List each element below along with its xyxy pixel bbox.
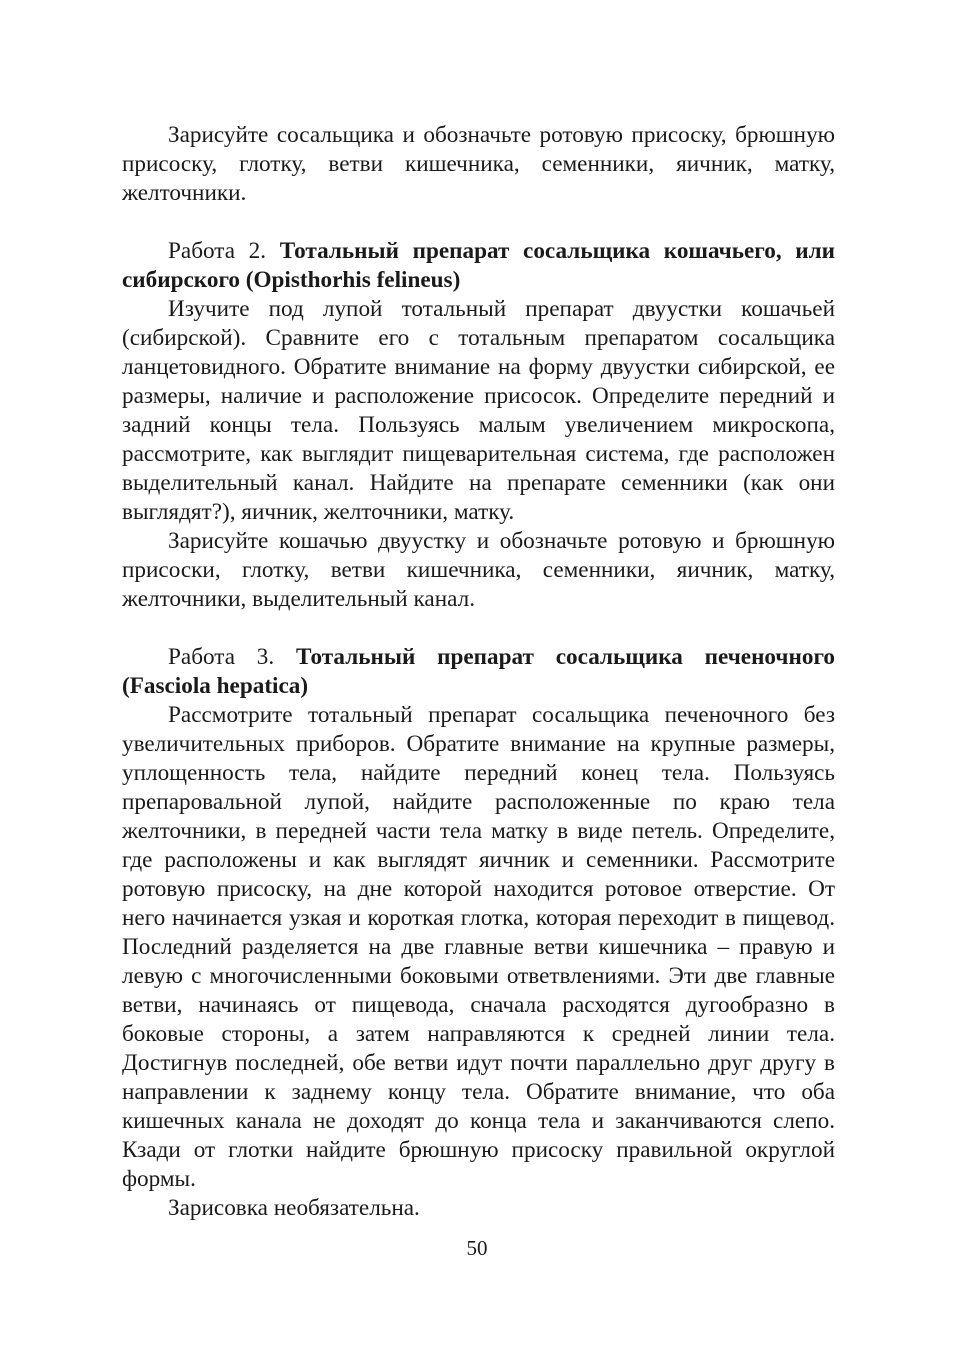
page-number: 50 xyxy=(466,1236,488,1260)
work2-paragraph-2: Зарисуйте кошачью двуустку и обозначьте ротовую и брюшную присоски, глотку, ветви кишечника, семенники, яичник, матку, желточники, выделительный канал. xyxy=(122,528,835,612)
work3-paragraph-2: Зарисовка необязательна. xyxy=(168,1195,420,1221)
work3-heading xyxy=(122,643,835,701)
section-gap xyxy=(122,614,835,643)
page-body xyxy=(122,121,835,1223)
intro-paragraph: Зарисуйте сосальщика и обозначьте ротовую присоску, брюшную присоску, глотку, ветви кишечника, семенники, яичник, матку, желточники. xyxy=(122,122,835,206)
work2-heading xyxy=(122,237,835,295)
work3-prefix: Работа 3. xyxy=(168,644,297,670)
work2-prefix: Работа 2. xyxy=(168,238,280,264)
work2-title: Тотальный препарат сосальщика кошачьего, или сибирского (Opisthorhis felineus) xyxy=(122,238,836,293)
work2-paragraph-1: Изучите под лупой тотальный препарат двуустки кошачьей (сибирской). Сравните его с тотальным препаратом сосальщика ланцетовидного. Обратите внимание на форму двуустки сибирской, ее размеры, наличие и расположение присосок. Определите передний и задний концы тела. Пользуясь малым увеличением микроскопа, рассмотрите, как выглядит пищеварительная система, где расположен выделительный канал. Найдите на препарате семенники (как они выглядят?), яичник, желточники, матку. xyxy=(122,296,835,525)
section-gap xyxy=(122,208,835,237)
work3-paragraph-1: Рассмотрите тотальный препарат сосальщика печеночного без увеличительных приборов. Обратите внимание на крупные размеры, уплощенность тела, найдите передний конец тела. Пользуясь препаровальной лупой, найдите расположенные по краю тела желточники, в передней части тела матку в виде петель. Определите, где расположены и как выглядят яичник и семенники. Рассмотрите ротовую присоску, на дне которой находится ротовое отверстие. От него начинается узкая и короткая глотка, которая переходит в пищевод. Последний разделяется на две главные ветви кишечника – правую и левую с многочисленными боковыми ответвлениями. Эти две главные ветви, начинаясь от пищевода, сначала расходятся дугообразно в боковые стороны, а затем направляются к средней линии тела. Достигнув последней, обе ветви идут почти параллельно друг другу в направлении к заднему концу тела. Обратите внимание, что оба кишечных канала не доходят до конца тела и заканчиваются слепо. Кзади от глотки найдите брюшную присоску правильной округлой формы. xyxy=(122,702,835,1192)
work3-title: Тотальный препарат сосальщика печеночного (Fasciola hepatica) xyxy=(122,644,836,699)
